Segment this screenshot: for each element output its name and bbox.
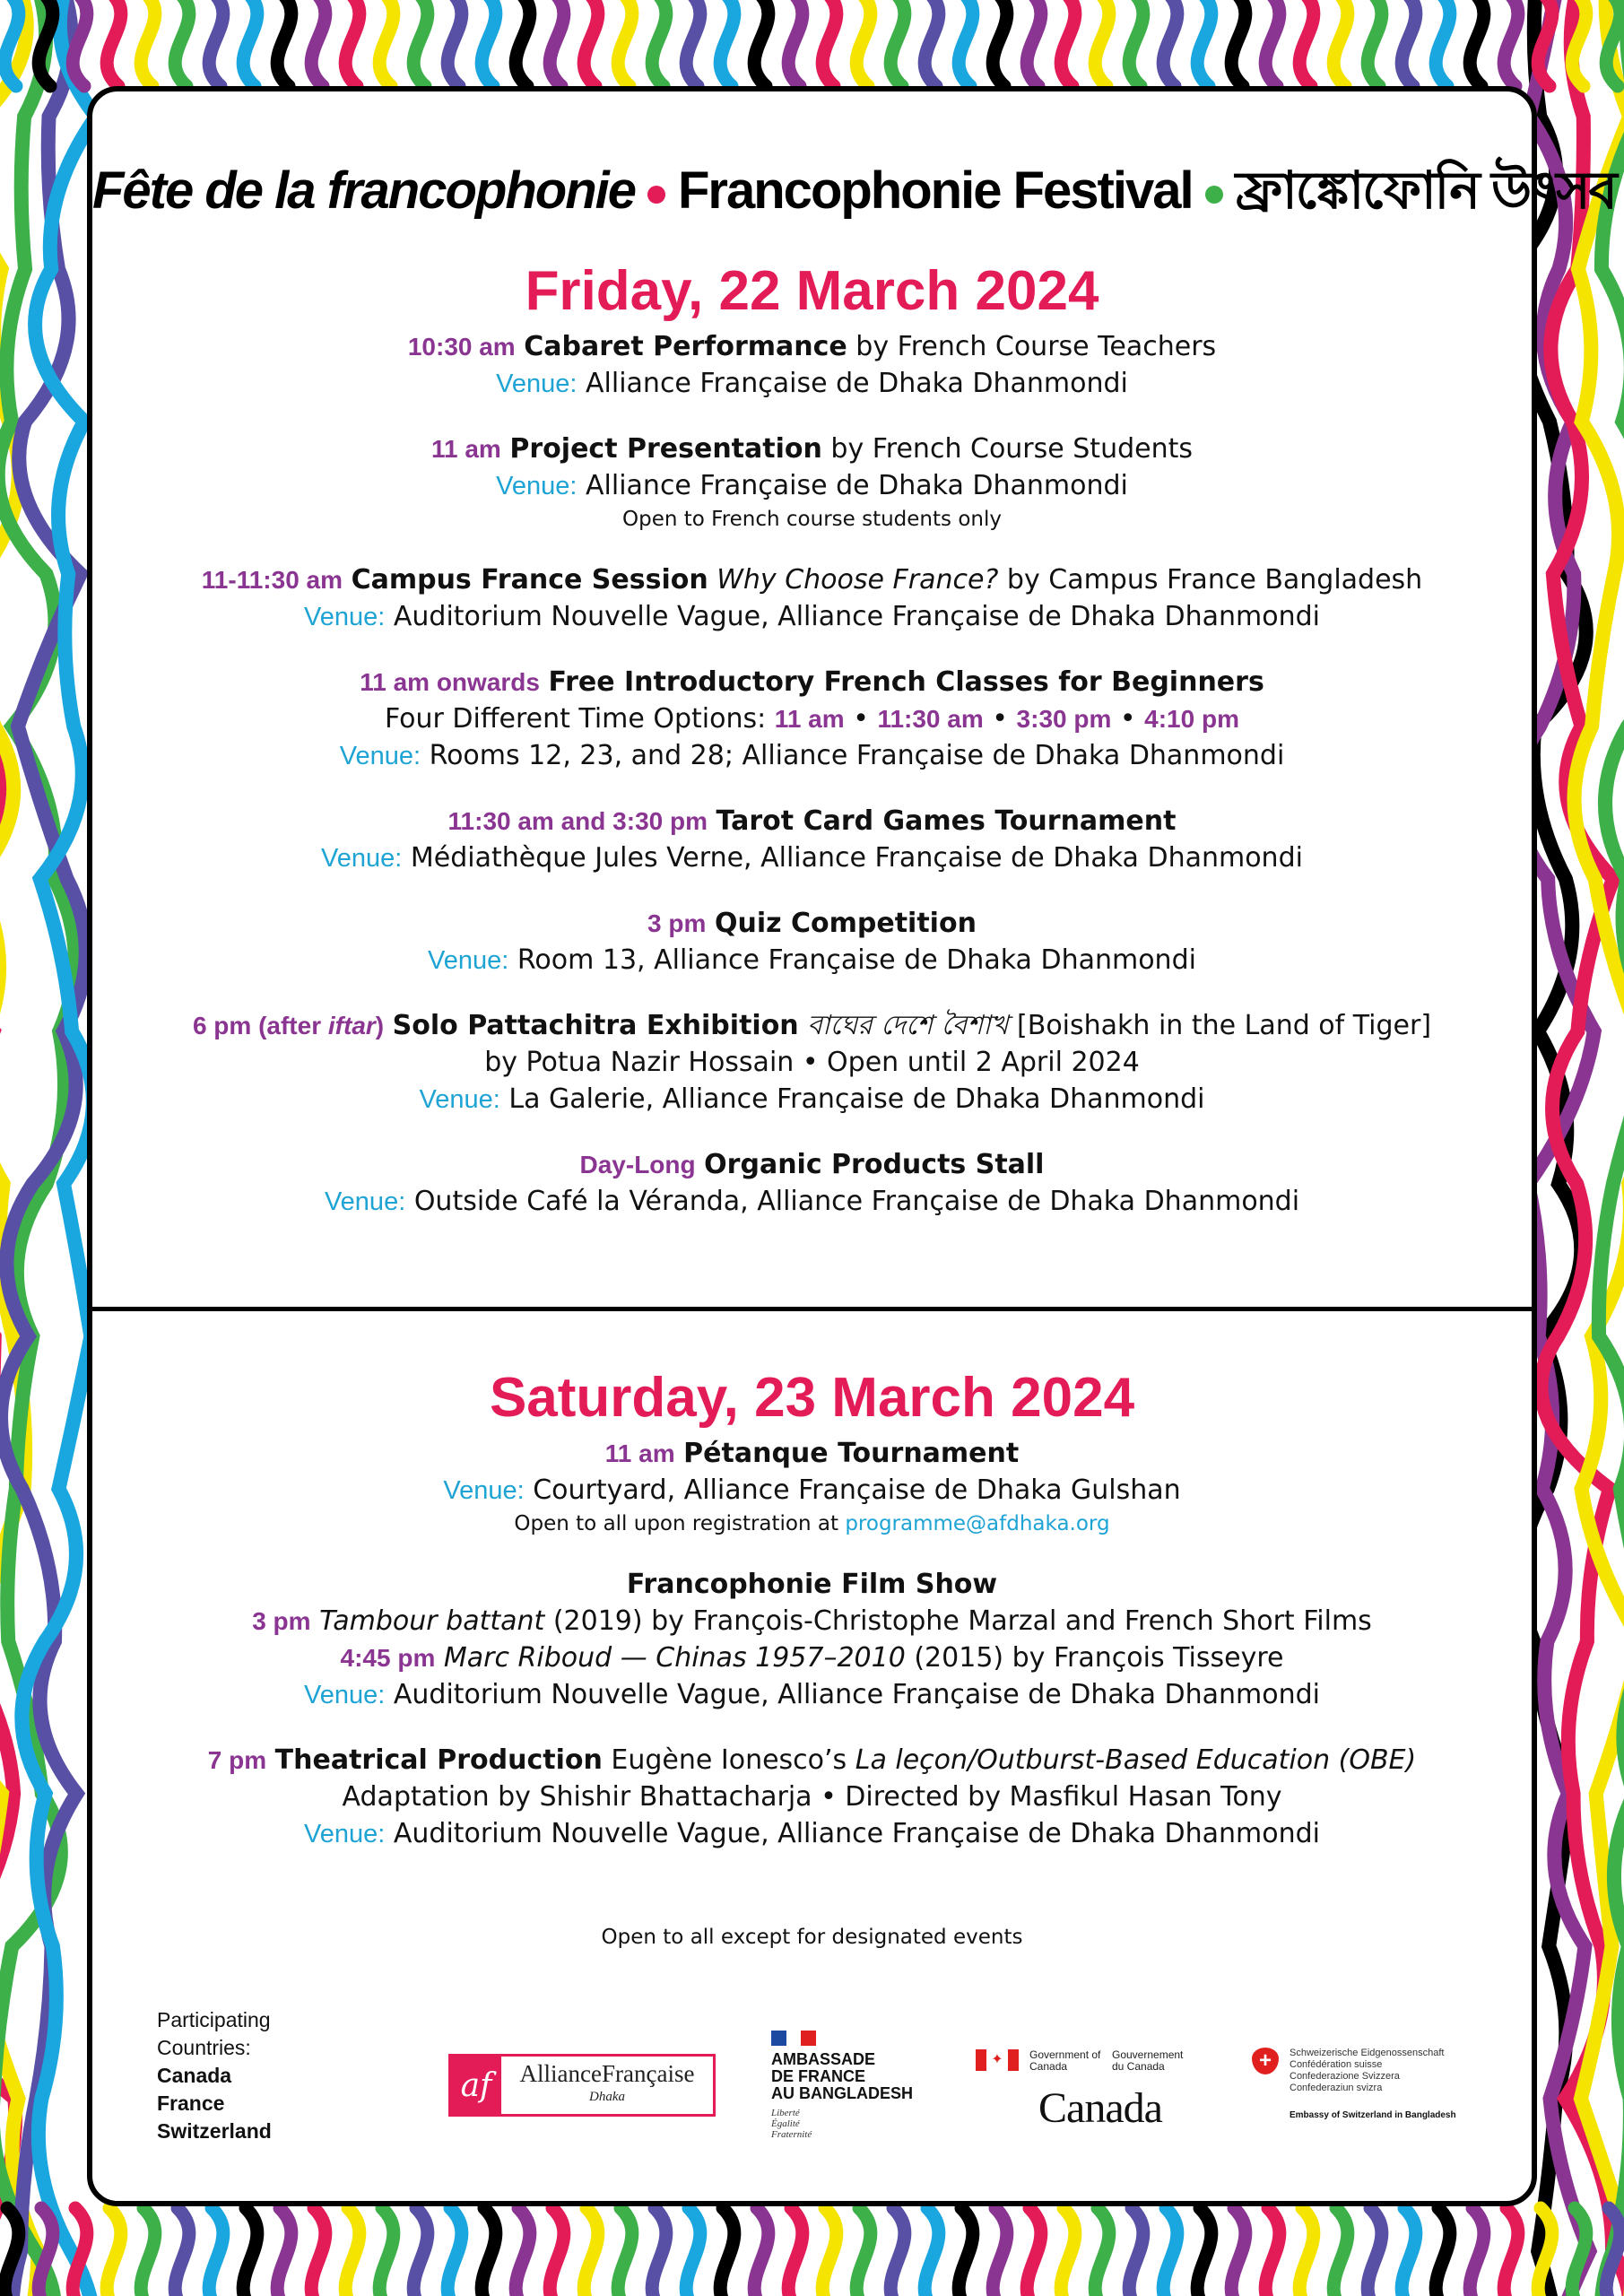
decorative-stripe xyxy=(1436,0,1450,86)
event-title: Theatrical Production xyxy=(274,1744,603,1776)
event-time: 4:45 pm xyxy=(340,1644,436,1672)
decorative-stripe xyxy=(1299,2208,1314,2296)
film-title: Tambour battant xyxy=(319,1605,545,1637)
decorative-stripe xyxy=(720,0,734,86)
time-option: 4:10 pm xyxy=(1144,705,1239,733)
separator-dot-1 xyxy=(647,186,665,204)
event-time: 3 pm xyxy=(252,1607,311,1635)
decorative-stripe xyxy=(584,2208,598,2296)
decorative-stripe xyxy=(447,0,462,86)
decorative-stripe xyxy=(1333,2208,1348,2296)
decorative-stripe xyxy=(618,2208,632,2296)
saturday-section xyxy=(92,1365,1532,1881)
event-title: Project Presentation xyxy=(509,433,822,465)
time-options-label: Four Different Time Options: xyxy=(385,703,767,735)
decorative-stripe xyxy=(993,2208,1007,2296)
decorative-stripe xyxy=(345,0,360,86)
french-flag-icon xyxy=(771,2031,816,2046)
decorative-stripe xyxy=(1470,2208,1484,2296)
decorative-stripe xyxy=(379,2208,394,2296)
event-title: Free Introductory French Classes for Beginners xyxy=(548,666,1264,698)
event-title: Pétanque Tournament xyxy=(683,1438,1020,1469)
decorative-stripe xyxy=(311,0,326,86)
decorative-stripe xyxy=(1095,2208,1109,2296)
venue-label: Venue: xyxy=(339,742,421,770)
decorative-stripe xyxy=(413,2208,428,2296)
decorative-stripe xyxy=(993,0,1007,86)
decorative-stripe xyxy=(788,0,803,86)
event-cabaret xyxy=(92,328,1532,403)
event-venue: Alliance Française de Dhaka Dhanmondi xyxy=(586,368,1128,399)
event-venue: La Galerie, Alliance Française de Dhaka Dhanmondi xyxy=(508,1083,1205,1115)
decorative-stripe xyxy=(482,2208,496,2296)
decorative-stripe xyxy=(925,0,939,86)
venue-label: Venue: xyxy=(496,472,578,500)
event-detail: by French Course Students xyxy=(821,433,1193,465)
gov-canada-fr: Gouvernement du Canada xyxy=(1112,2048,1184,2073)
film-detail: (2019) by François-Christophe Marzal and French Short Films xyxy=(544,1605,1372,1637)
event-time-iftar: iftar xyxy=(327,1012,376,1039)
event-subtitle: Why Choose France? xyxy=(716,564,999,596)
decorative-stripe xyxy=(1027,2208,1041,2296)
decorative-stripe xyxy=(277,2208,291,2296)
decorative-stripe xyxy=(107,2208,121,2296)
saturday-date: Saturday, 23 March 2024 xyxy=(489,1367,1135,1429)
event-title: Organic Products Stall xyxy=(704,1149,1045,1180)
decorative-stripe xyxy=(1095,0,1109,86)
decorative-stripe xyxy=(311,2208,326,2296)
decorative-stripe xyxy=(1129,0,1143,86)
separator-dot-2 xyxy=(1205,186,1223,204)
event-venue: Courtyard, Alliance Française de Dhaka Gulshan xyxy=(533,1474,1181,1506)
event-venue: Médiathèque Jules Verne, Alliance Française de Dhaka Dhanmondi xyxy=(410,842,1303,874)
registration-email-link[interactable]: programme@afdhaka.org xyxy=(845,1512,1110,1535)
decorative-stripe xyxy=(175,0,189,86)
separator: • xyxy=(1111,703,1145,735)
venue-label: Venue: xyxy=(303,603,386,631)
friday-date: Friday, 22 March 2024 xyxy=(525,260,1099,322)
decorative-stripe xyxy=(1504,0,1518,86)
decorative-stripe xyxy=(686,2208,700,2296)
decorative-stripe xyxy=(890,2208,905,2296)
french-motto: Liberté Égalité Fraternité xyxy=(771,2108,812,2140)
decorative-stripe xyxy=(1333,0,1348,86)
decorative-stripe xyxy=(243,0,257,86)
french-embassy-name: AMBASSADE DE FRANCE AU BANGLADESH xyxy=(771,2050,914,2102)
event-organic-stall xyxy=(92,1146,1532,1221)
friday-section xyxy=(92,258,1532,1248)
decorative-stripe xyxy=(959,0,973,86)
event-film-show xyxy=(92,1566,1532,1714)
decorative-stripe xyxy=(652,0,666,86)
event-time: 11 am xyxy=(604,1439,675,1467)
decorative-stripe xyxy=(141,0,155,86)
decorative-stripe xyxy=(1504,2208,1518,2296)
venue-label: Venue: xyxy=(496,370,578,398)
swiss-embassy-logo xyxy=(1252,2048,1485,2120)
decorative-stripe xyxy=(209,2208,223,2296)
decorative-stripe xyxy=(1265,0,1280,86)
decorative-stripe xyxy=(720,2208,734,2296)
event-time: 11 am onwards xyxy=(360,668,540,696)
decorative-stripe xyxy=(1163,2208,1177,2296)
participating-countries xyxy=(157,2006,272,2145)
event-theatre xyxy=(92,1742,1532,1853)
event-time: 11 am xyxy=(430,435,501,463)
title-french: Fête de la francophonie xyxy=(92,161,635,220)
swiss-embassy-name: Embassy of Switzerland in Bangladesh xyxy=(1290,2110,1456,2120)
program-card xyxy=(87,86,1616,2206)
decorative-stripe xyxy=(1470,0,1484,86)
event-venue: Alliance Française de Dhaka Dhanmondi xyxy=(586,470,1128,501)
decorative-stripe xyxy=(1197,0,1211,86)
film-title: Marc Riboud — Chinas 1957–2010 xyxy=(443,1642,906,1674)
af-name: AllianceFrançaise xyxy=(519,2060,695,2087)
decorative-stripe xyxy=(550,2208,564,2296)
decorative-stripe xyxy=(788,2208,803,2296)
decorative-stripe xyxy=(175,2208,189,2296)
event-time: 11-11:30 am xyxy=(201,566,343,594)
decorative-stripe xyxy=(413,0,428,86)
decorative-stripe xyxy=(447,2208,462,2296)
decorative-stripe xyxy=(1368,2208,1382,2296)
canada-flag-icon: ✦ xyxy=(976,2049,1019,2071)
decorative-stripe xyxy=(1436,2208,1450,2296)
decorative-stripe xyxy=(379,0,394,86)
event-title-bengali: বাঘের দেশে বৈশাখ xyxy=(807,1010,1009,1041)
event-title: Solo Pattachitra Exhibition xyxy=(392,1010,799,1041)
decorative-stripe xyxy=(209,0,223,86)
event-detail: by Campus France Bangladesh xyxy=(998,564,1423,596)
event-title: Cabaret Performance xyxy=(524,331,847,362)
venue-label: Venue: xyxy=(321,844,403,873)
event-time: 11:30 am and 3:30 pm xyxy=(447,807,708,835)
event-title: Quiz Competition xyxy=(714,908,977,939)
event-time: 10:30 am xyxy=(407,333,516,361)
decorative-stripe xyxy=(243,2208,257,2296)
time-option: 11 am xyxy=(774,705,845,733)
af-mark: af xyxy=(451,2057,501,2114)
alliance-francaise-logo xyxy=(448,2054,716,2117)
venue-label: Venue: xyxy=(443,1476,525,1505)
film-detail: (2015) by François Tisseyre xyxy=(905,1642,1284,1674)
event-detail: by Potua Nazir Hossain • Open until 2 April 2024 xyxy=(484,1047,1140,1078)
event-detail: by French Course Teachers xyxy=(847,331,1217,362)
country-name: France xyxy=(157,2092,225,2115)
decorative-stripe xyxy=(277,0,291,86)
event-title: Tarot Card Games Tournament xyxy=(716,805,1177,837)
open-to-all-note: Open to all except for designated events xyxy=(601,1926,1023,1949)
event-time: Day-Long xyxy=(579,1151,696,1178)
event-detail: Eugène Ionesco’s xyxy=(602,1744,855,1776)
decorative-stripe xyxy=(822,0,837,86)
decorative-stripe xyxy=(1163,0,1177,86)
venue-label: Venue: xyxy=(428,946,509,975)
section-divider xyxy=(92,1307,1532,1311)
event-note: Open to all upon registration at xyxy=(514,1512,846,1535)
decorative-stripe xyxy=(516,0,530,86)
decorative-stripe xyxy=(1231,2208,1246,2296)
event-pattachitra xyxy=(92,1007,1532,1118)
event-project-presentation xyxy=(92,430,1532,534)
decorative-stripe xyxy=(1129,2208,1143,2296)
event-title: Francophonie Film Show xyxy=(626,1569,998,1600)
decorative-stripe xyxy=(856,2208,871,2296)
decorative-stripe xyxy=(686,0,700,86)
decorative-stripe xyxy=(1265,2208,1280,2296)
event-time: 3 pm xyxy=(647,909,707,937)
title-bengali: ফ্রাঙ্কোফোনি উৎসব xyxy=(1235,161,1616,220)
separator: • xyxy=(983,703,1017,735)
decorative-stripe xyxy=(890,0,905,86)
decorative-stripe xyxy=(754,0,769,86)
country-name: Canada xyxy=(157,2064,232,2087)
decorative-stripe xyxy=(482,0,496,86)
event-campus-france xyxy=(92,561,1532,636)
decorative-stripe xyxy=(1368,0,1382,86)
swiss-cross-icon: + xyxy=(1252,2048,1279,2074)
event-title-translation: [Boishakh in the Land of Tiger] xyxy=(1008,1010,1432,1041)
decorative-stripe xyxy=(822,2208,837,2296)
time-option: 11:30 am xyxy=(877,705,984,733)
decorative-stripe xyxy=(754,2208,769,2296)
event-note: Open to French course students only xyxy=(622,508,1002,531)
gov-canada-en: Government of Canada xyxy=(1029,2048,1101,2073)
venue-label: Venue: xyxy=(419,1085,500,1114)
decorative-stripe xyxy=(959,2208,973,2296)
event-venue: Auditorium Nouvelle Vague, Alliance Française de Dhaka Dhanmondi xyxy=(393,601,1321,632)
event-venue: Room 13, Alliance Française de Dhaka Dhanmondi xyxy=(517,944,1196,976)
event-time: 6 pm (after xyxy=(192,1012,328,1039)
title-english: Francophonie Festival xyxy=(678,161,1193,220)
venue-label: Venue: xyxy=(303,1681,386,1709)
event-tarot xyxy=(92,803,1532,877)
canada-wordmark: Canada xyxy=(1038,2084,1162,2132)
event-venue: Auditorium Nouvelle Vague, Alliance Française de Dhaka Dhanmondi xyxy=(393,1679,1321,1710)
decorative-stripe xyxy=(1402,0,1416,86)
event-title: Campus France Session xyxy=(351,564,708,596)
event-credits: Adaptation by Shishir Bhattacharja • Directed by Masfikul Hasan Tony xyxy=(342,1781,1282,1813)
participating-label: Participating xyxy=(157,2008,271,2031)
country-name: Switzerland xyxy=(157,2119,272,2143)
decorative-stripe xyxy=(856,0,871,86)
decorative-stripe xyxy=(550,0,564,86)
af-city: Dhaka xyxy=(589,2090,625,2104)
decorative-stripe xyxy=(1402,2208,1416,2296)
french-embassy-logo xyxy=(771,2031,933,2140)
venue-label: Venue: xyxy=(303,1820,386,1848)
countries-label: Countries: xyxy=(157,2036,251,2059)
festival-header xyxy=(92,151,1616,238)
separator: • xyxy=(844,703,878,735)
event-venue: Rooms 12, 23, and 28; Alliance Française de Dhaka Dhanmondi xyxy=(429,740,1285,771)
decorative-stripe xyxy=(618,0,632,86)
decorative-stripe xyxy=(1197,2208,1211,2296)
event-venue: Auditorium Nouvelle Vague, Alliance Française de Dhaka Dhanmondi xyxy=(393,1818,1321,1849)
decorative-stripe xyxy=(1061,0,1075,86)
event-petanque xyxy=(92,1435,1532,1538)
event-time-close: ) xyxy=(375,1012,385,1039)
play-title: La leçon/Outburst-Based Education (OBE) xyxy=(855,1744,1417,1776)
decorative-stripe xyxy=(107,0,121,86)
decorative-stripe xyxy=(1061,2208,1075,2296)
venue-label: Venue: xyxy=(324,1187,406,1216)
decorative-stripe xyxy=(925,2208,939,2296)
decorative-stripe xyxy=(1231,0,1246,86)
decorative-stripe xyxy=(345,2208,360,2296)
canada-logo xyxy=(976,2049,1200,2133)
swiss-confederation-names: Schweizerische Eidgenossenschaft Confédération suisse Confederazione Svizzera Confederaziun svizra xyxy=(1290,2048,1445,2093)
decorative-stripe xyxy=(1027,0,1041,86)
decorative-stripe xyxy=(516,2208,530,2296)
event-quiz xyxy=(92,905,1532,979)
decorative-stripe xyxy=(652,2208,666,2296)
event-french-classes xyxy=(92,664,1532,775)
decorative-stripe xyxy=(141,2208,155,2296)
event-venue: Outside Café la Véranda, Alliance Française de Dhaka Dhanmondi xyxy=(413,1186,1300,1217)
decorative-stripe xyxy=(1299,0,1314,86)
time-option: 3:30 pm xyxy=(1016,705,1112,733)
decorative-stripe xyxy=(584,0,598,86)
event-time: 7 pm xyxy=(207,1746,267,1774)
